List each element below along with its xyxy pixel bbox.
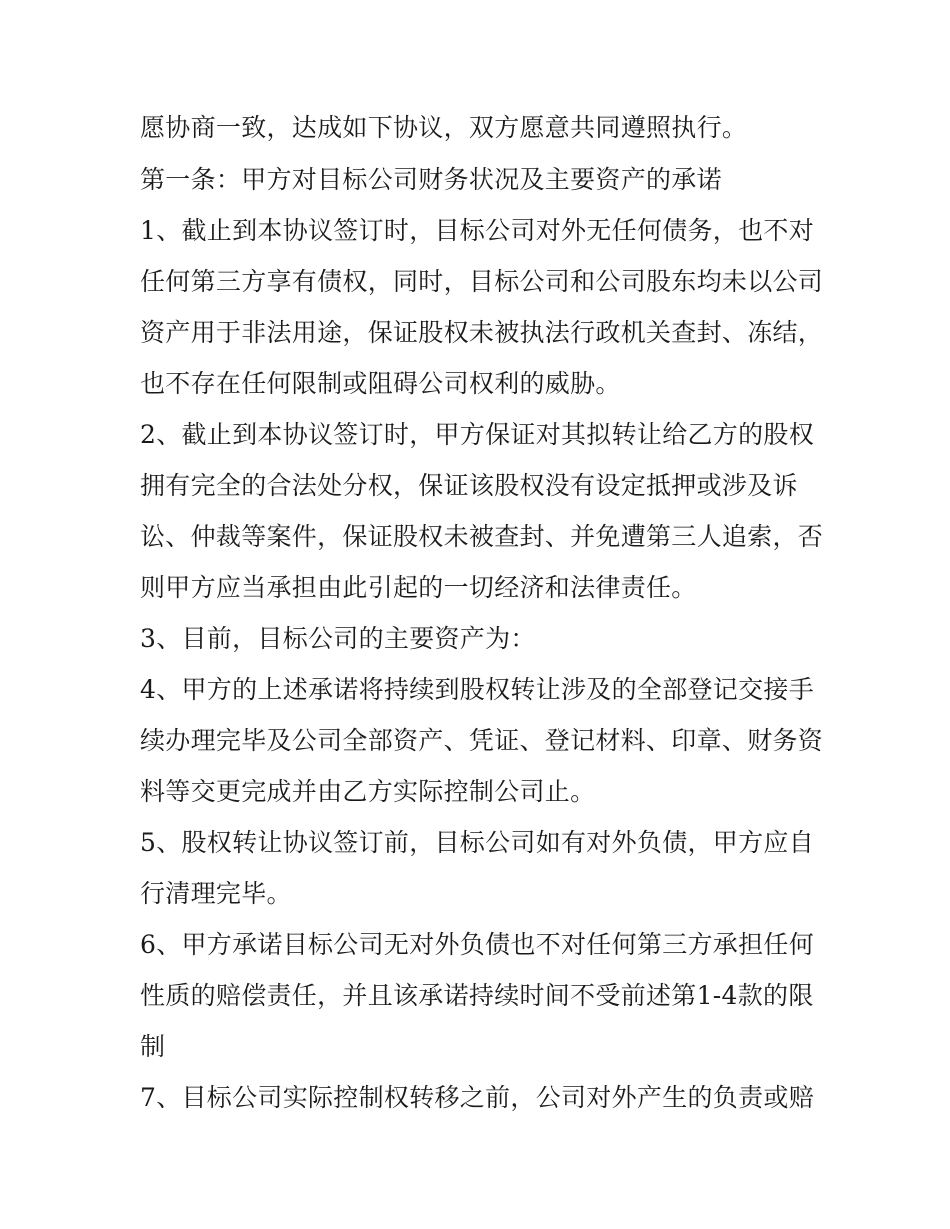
text-line: 拥有完全的合法处分权，保证该股权没有设定抵押或涉及诉 <box>140 471 798 500</box>
text-line: 料等交更完成并由乙方实际控制公司止。 <box>140 777 596 806</box>
text-line: 4、甲方的上述承诺将持续到股权转让涉及的全部登记交接手 <box>140 675 815 704</box>
text-line: 行清理完毕。 <box>140 879 292 908</box>
text-line: 制 <box>140 1032 166 1061</box>
text-line: 2、截止到本协议签订时，甲方保证对其拟转让给乙方的股权 <box>140 420 815 449</box>
text-line: 1、截止到本协议签订时，目标公司对外无任何债务，也不对 <box>140 216 815 245</box>
text-line: 也不存在任何限制或阻碍公司权利的威胁。 <box>140 369 621 398</box>
text-line: 则甲方应当承担由此引起的一切经济和法律责任。 <box>140 573 697 602</box>
text-line: 资产用于非法用途，保证股权未被执法行政机关查封、冻结， <box>140 318 824 347</box>
text-line: 愿协商一致，达成如下协议，双方愿意共同遵照执行。 <box>140 113 748 142</box>
text-line: 7、目标公司实际控制权转移之前，公司对外产生的负责或赔 <box>140 1083 815 1112</box>
text-line: 任何第三方享有债权，同时，目标公司和公司股东均未以公司 <box>140 267 824 296</box>
text-line: 5、股权转让协议签订前，目标公司如有对外负债，甲方应自 <box>140 828 815 857</box>
text-line: 性质的赔偿责任，并且该承诺持续时间不受前述第1-4款的限 <box>140 981 814 1010</box>
text-line: 6、甲方承诺目标公司无对外负债也不对任何第三方承担任何 <box>140 930 815 959</box>
text-line: 续办理完毕及公司全部资产、凭证、登记材料、印章、财务资 <box>140 726 824 755</box>
text-line: 讼、仲裁等案件，保证股权未被查封、并免遭第三人追索，否 <box>140 522 824 551</box>
text-line: 3、目前，目标公司的主要资产为： <box>140 624 536 653</box>
article-heading: 第一条：甲方对目标公司财务状况及主要资产的承诺 <box>140 165 722 194</box>
